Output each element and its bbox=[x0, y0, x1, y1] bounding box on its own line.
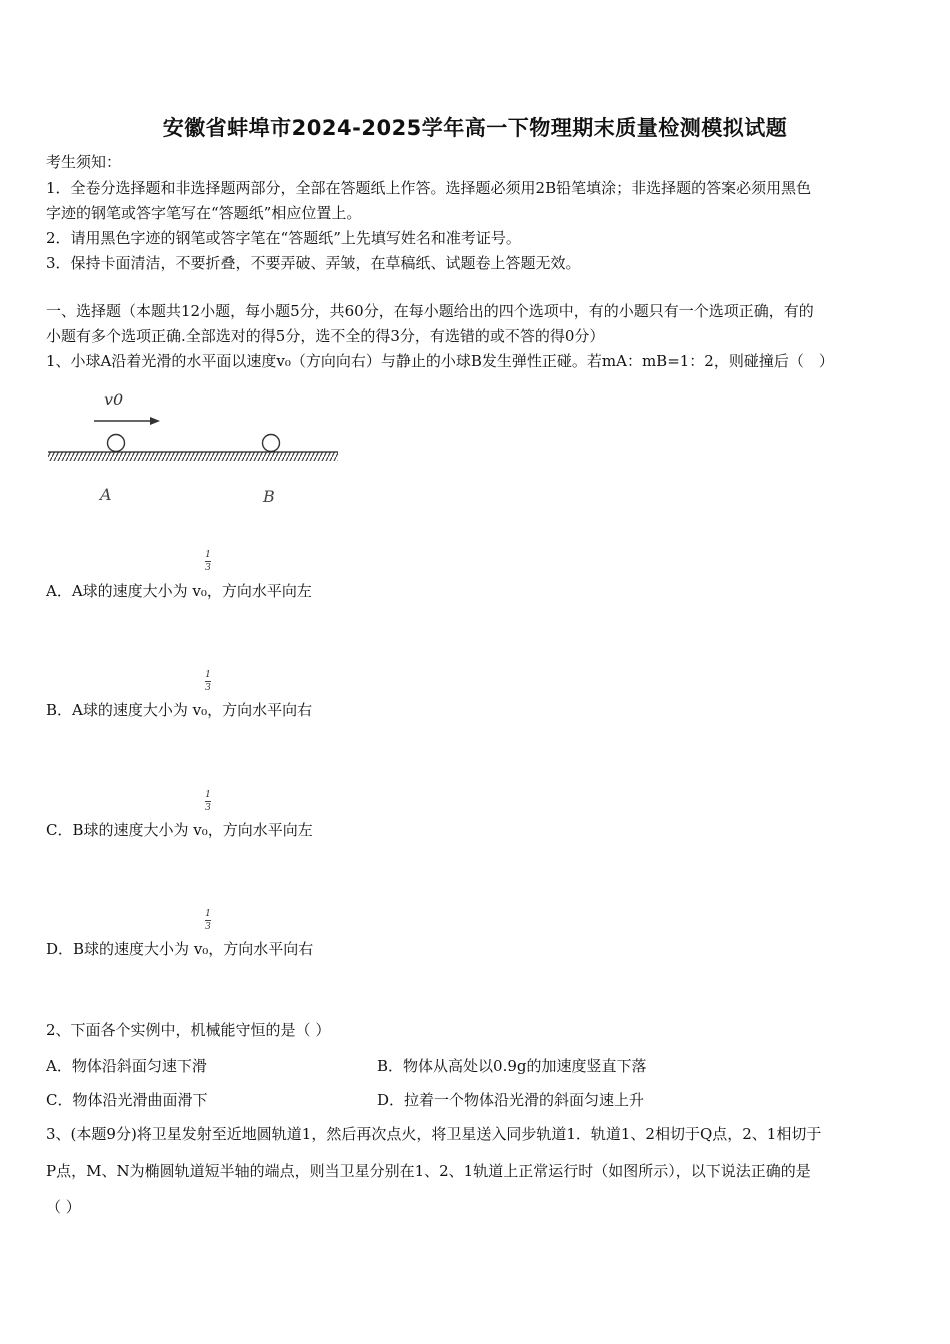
notice-item: 1．全卷分选择题和非选择题两部分，全部在答题纸上作答。选择题必须用2B铅笔填涂；非选择题的答案必须用黑色 bbox=[46, 179, 812, 197]
ground-hatch bbox=[48, 452, 338, 461]
ball-a-label: A bbox=[100, 485, 112, 504]
question-1-stem: 1、小球A沿着光滑的水平面以速度v₀（方向向右）与静止的小球B发生弹性正碰。若mA：mB=1：2，则碰撞后（ ） bbox=[46, 352, 834, 370]
q1-option-b: B．A球的速度大小为 v₀，方向水平向右 bbox=[46, 701, 313, 719]
ball-b-label: B bbox=[263, 487, 275, 506]
arrow-head-icon bbox=[150, 417, 160, 425]
fraction-one-third: 1 3 bbox=[205, 550, 211, 573]
notice-heading: 考生须知： bbox=[46, 153, 122, 171]
q2-option-d: D．拉着一个物体沿光滑的斜面匀速上升 bbox=[377, 1091, 645, 1109]
fraction-one-third: 1 3 bbox=[205, 670, 211, 693]
fraction-one-third: 1 3 bbox=[205, 909, 211, 932]
velocity-label: v0 bbox=[104, 390, 124, 409]
ball-a bbox=[108, 435, 125, 452]
question-2-stem: 2、下面各个实例中，机械能守恒的是（ ） bbox=[46, 1021, 331, 1039]
q2-option-b: B．物体从高处以0.9g的加速度竖直下落 bbox=[377, 1057, 647, 1075]
page-title: 安徽省蚌埠市2024-2025学年高一下物理期末质量检测模拟试题 bbox=[162, 116, 788, 140]
section-heading-cont: 小题有多个选项正确.全部选对的得5分，选不全的得3分，有选错的或不答的得0分） bbox=[46, 327, 605, 345]
question-3-stem-end: （ ） bbox=[46, 1198, 81, 1216]
q2-option-c: C．物体沿光滑曲面滑下 bbox=[46, 1091, 208, 1109]
q1-option-a: A．A球的速度大小为 v₀，方向水平向左 bbox=[46, 582, 312, 600]
ball-b bbox=[263, 435, 280, 452]
collision-figure bbox=[44, 385, 344, 510]
q1-option-d: D．B球的速度大小为 v₀，方向水平向右 bbox=[46, 940, 314, 958]
q1-option-c: C．B球的速度大小为 v₀，方向水平向左 bbox=[46, 821, 313, 839]
notice-item: 3．保持卡面清洁，不要折叠，不要弄破、弄皱，在草稿纸、试题卷上答题无效。 bbox=[46, 254, 581, 272]
section-heading: 一、选择题（本题共12小题，每小题5分，共60分，在每小题给出的四个选项中，有的小题只有一个选项正确，有的 bbox=[46, 302, 814, 320]
notice-item: 字迹的钢笔或答字笔写在“答题纸”相应位置上。 bbox=[46, 204, 362, 222]
question-3-stem-cont: P点，M、N为椭圆轨道短半轴的端点，则当卫星分别在1、2、1轨道上正常运行时（如图所示），以下说法正确的是 bbox=[46, 1162, 811, 1180]
q2-option-a: A．物体沿斜面匀速下滑 bbox=[46, 1057, 207, 1075]
notice-item: 2．请用黑色字迹的钢笔或答字笔在“答题纸”上先填写姓名和准考证号。 bbox=[46, 229, 521, 247]
question-3-stem: 3、(本题9分)将卫星发射至近地圆轨道1，然后再次点火，将卫星送入同步轨道1．轨道1、2相切于Q点，2、1相切于 bbox=[46, 1125, 822, 1143]
fraction-one-third: 1 3 bbox=[205, 790, 211, 813]
